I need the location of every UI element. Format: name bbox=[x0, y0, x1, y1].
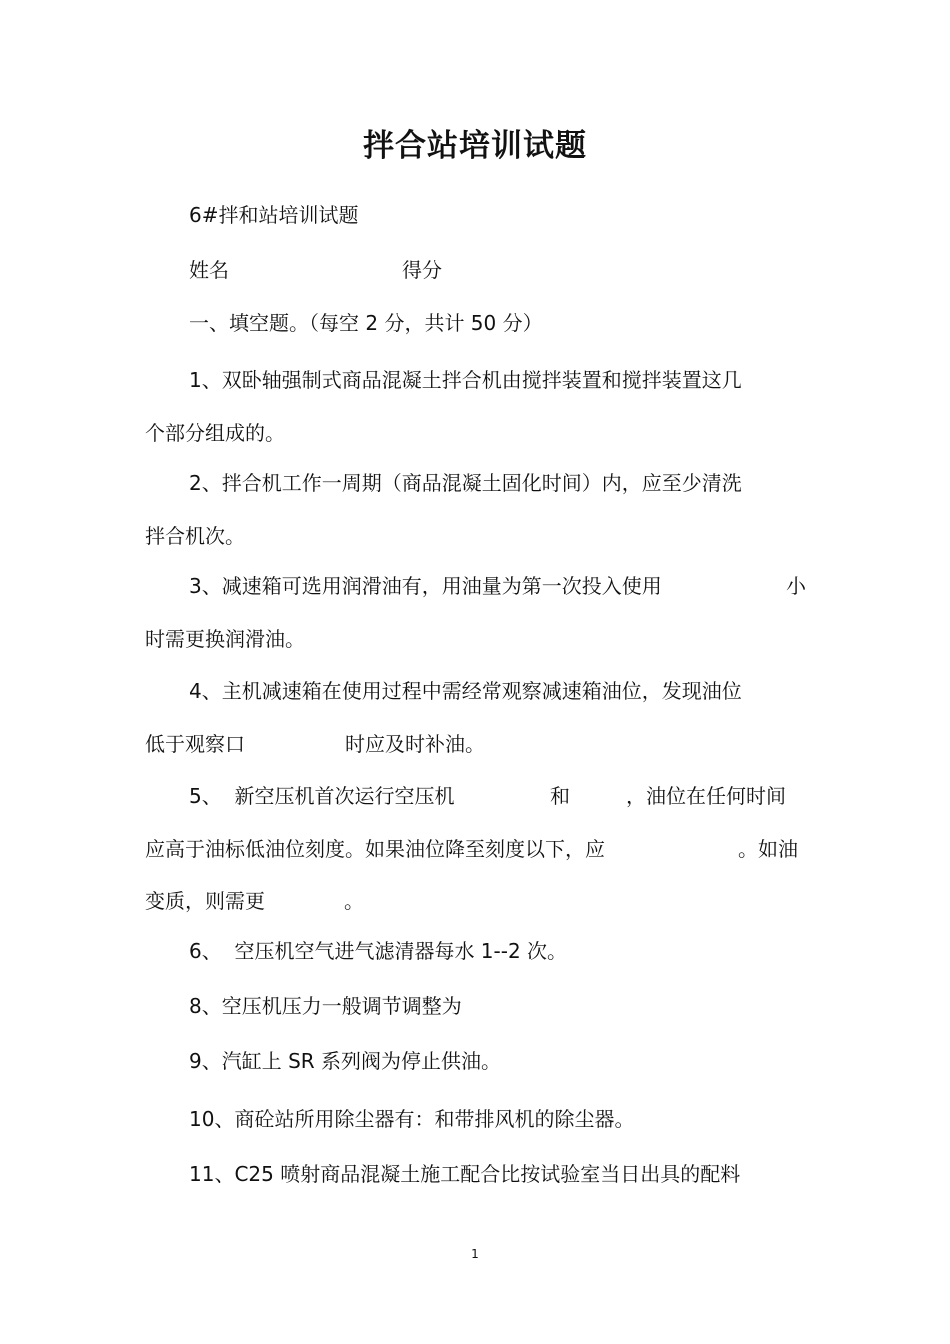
question-3-text: 3、减速箱可选用润滑油有，用油量为第一次投入使用 bbox=[189, 574, 662, 598]
question-5-line-3-start: 变质，则需更 bbox=[145, 889, 265, 913]
document-title: 拌合站培训试题 bbox=[363, 128, 587, 164]
question-3-text-end: 小 bbox=[786, 574, 806, 598]
question-9: 9、汽缸上 SR 系列阀为停止供油。 bbox=[189, 1049, 502, 1073]
question-5-line-3-end: 。 bbox=[344, 889, 364, 913]
question-5-line-2-end: 。如油 bbox=[738, 837, 798, 861]
question-1-line-2: 个部分组成的。 bbox=[145, 421, 285, 445]
question-5-line-2-start: 应高于油标低油位刻度。如果油位降至刻度以下，应 bbox=[145, 837, 605, 861]
question-4-line-2-end: 时应及时补油。 bbox=[345, 732, 485, 756]
question-5-line-1-end: ，油位在任何时间 bbox=[626, 784, 786, 808]
question-2-line-1: 2、拌合机工作一周期（商品混凝土固化时间）内，应至少清洗 bbox=[189, 471, 742, 495]
question-1-line-1: 1、双卧轴强制式商品混凝土拌合机由搅拌装置和搅拌装置这几 bbox=[189, 368, 742, 392]
name-label: 姓名 bbox=[189, 258, 229, 282]
question-8: 8、空压机压力一般调节调整为 bbox=[189, 994, 462, 1018]
document-subtitle: 6#拌和站培训试题 bbox=[189, 203, 359, 227]
question-2-line-2: 拌合机次。 bbox=[145, 524, 245, 548]
question-11-line-1: 11、C25 喷射商品混凝土施工配合比按试验室当日出具的配料 bbox=[189, 1162, 741, 1186]
question-3-line-1 bbox=[189, 571, 806, 601]
question-5-line-1-start: 5、 新空压机首次运行空压机 bbox=[189, 784, 455, 808]
section-heading: 一、填空题。（每空 2 分，共计 50 分） bbox=[189, 311, 543, 335]
page-number: 1 bbox=[471, 1247, 479, 1261]
question-6: 6、 空压机空气进气滤清器每水 1--2 次。 bbox=[189, 939, 568, 963]
score-label: 得分 bbox=[402, 258, 442, 282]
question-4-line-1: 4、主机减速箱在使用过程中需经常观察减速箱油位，发现油位 bbox=[189, 679, 742, 703]
question-5-line-1-mid: 和 bbox=[550, 784, 570, 808]
question-3-line-2: 时需更换润滑油。 bbox=[145, 627, 305, 651]
question-4-line-2-start: 低于观察口 bbox=[145, 732, 245, 756]
question-10: 10、商砼站所用除尘器有：和带排风机的除尘器。 bbox=[189, 1107, 635, 1131]
